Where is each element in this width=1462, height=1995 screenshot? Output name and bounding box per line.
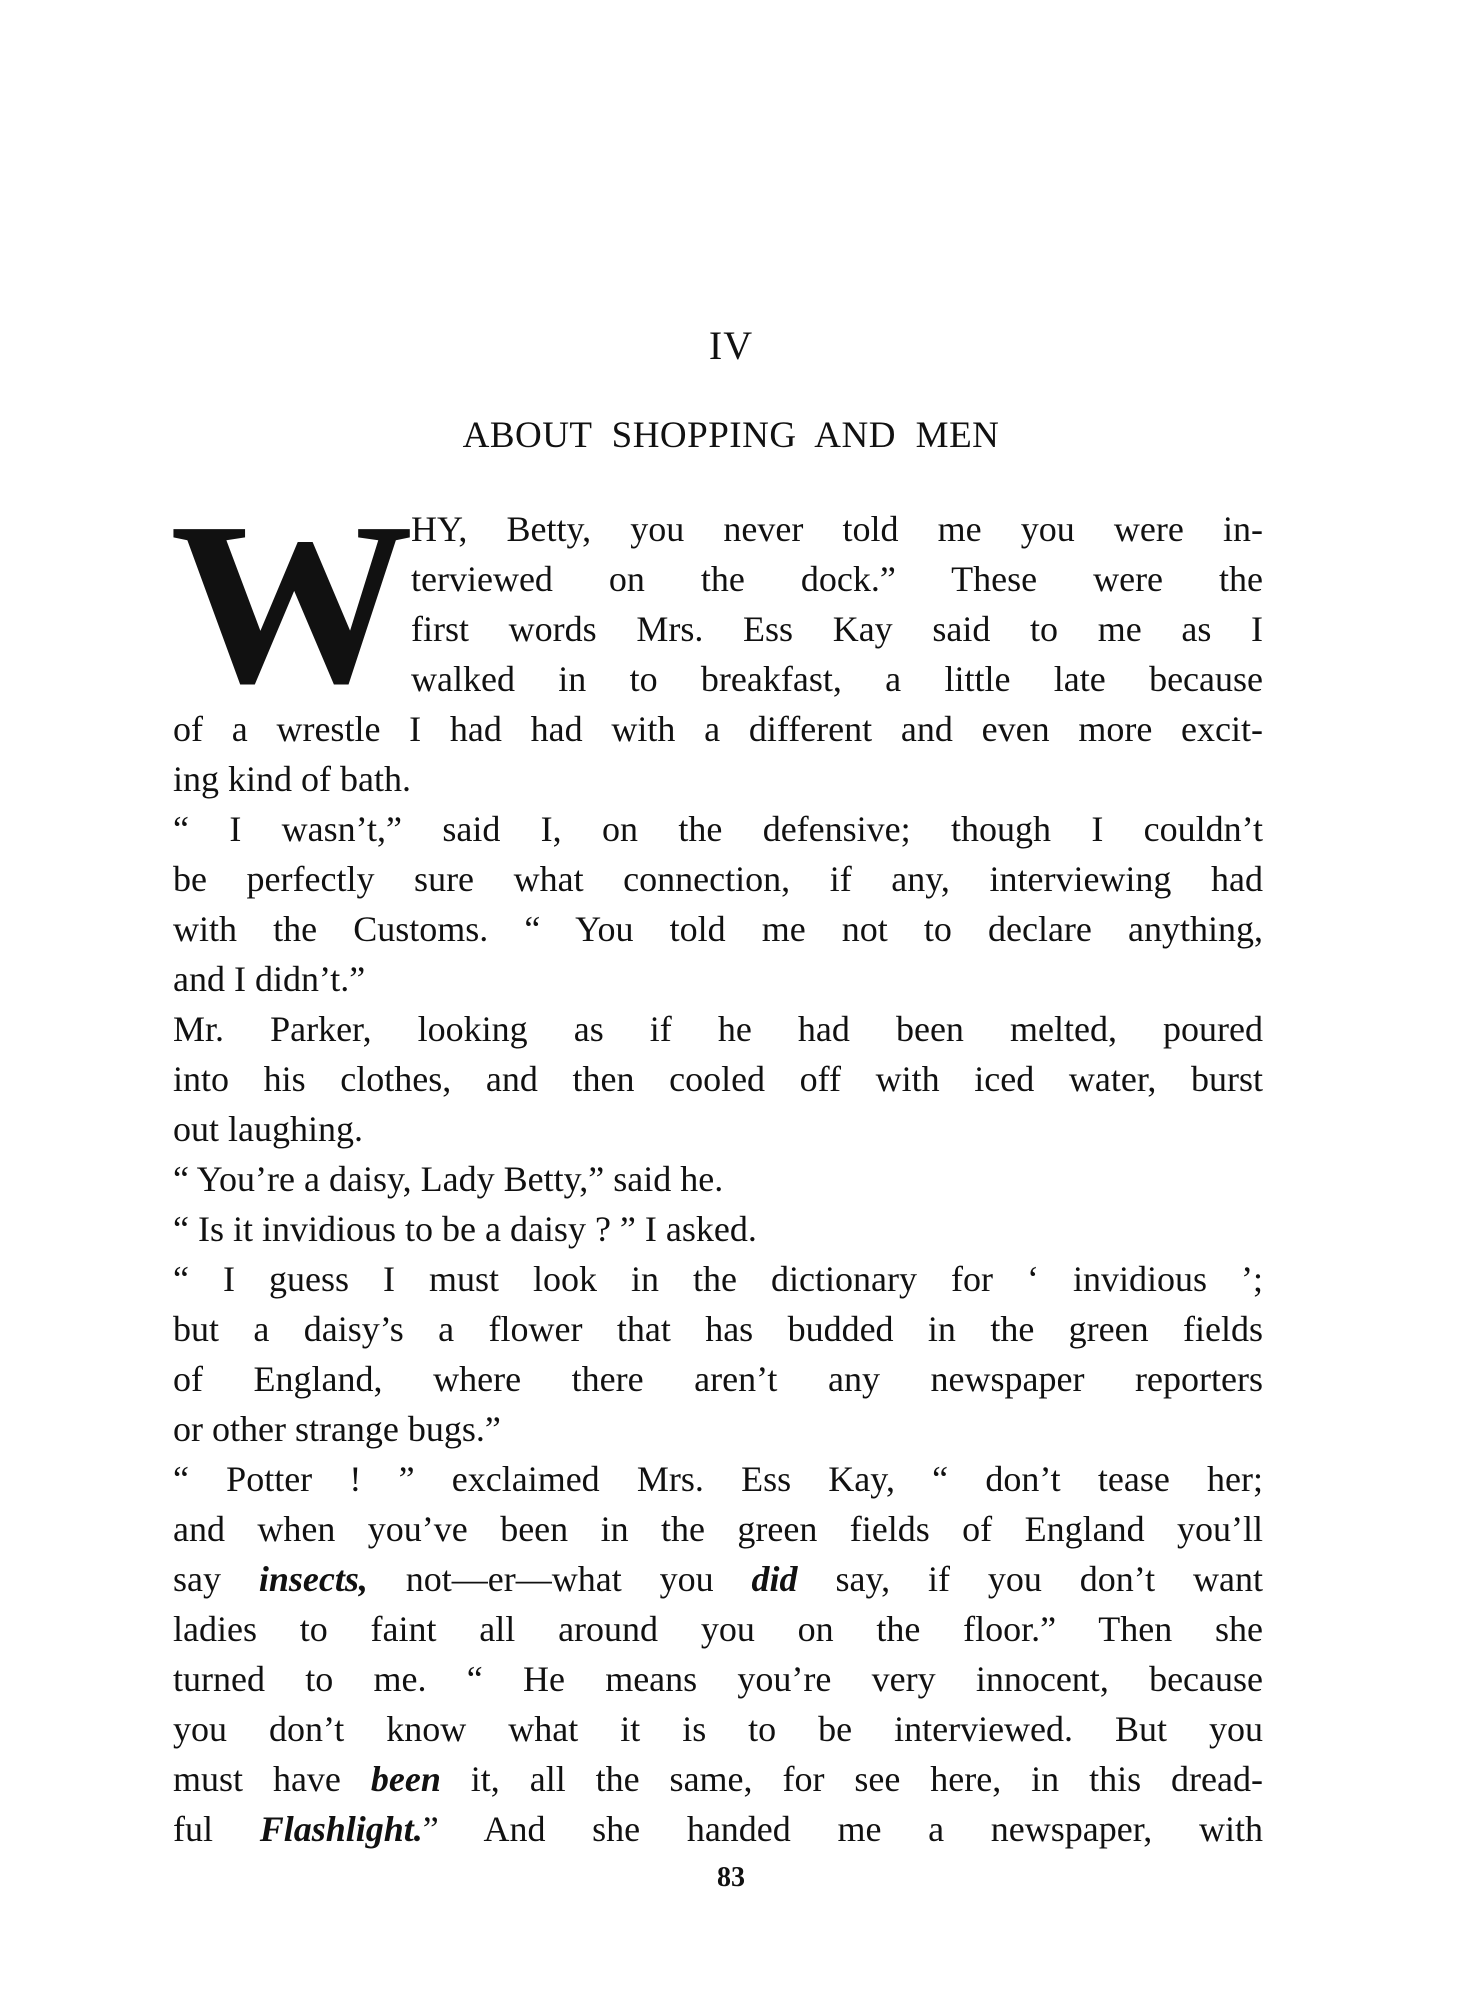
text-segment: you don’t know what it is to be interviewed. But you (173, 1709, 1263, 1749)
text-line (173, 904, 1263, 954)
text-segment: be perfectly sure what connection, if any, interviewing had (173, 859, 1263, 899)
text-segment: Mr. Parker, looking as if he had been melted, poured (173, 1009, 1263, 1049)
text-segment: out laughing. (173, 1109, 363, 1149)
text-line (173, 1004, 1263, 1054)
text-line (173, 1454, 1263, 1504)
italic-text: been (370, 1759, 441, 1799)
text-segment: it, all the same, for see here, in this dread- (440, 1759, 1263, 1799)
text-segment: “ I guess I must look in the dictionary for ‘ invidious ’; (173, 1259, 1263, 1299)
text-line (173, 1754, 1263, 1804)
text-line (173, 1404, 1263, 1454)
text-segment: ing kind of bath. (173, 759, 411, 799)
text-segment: of a wrestle I had had with a different and even more excit- (173, 709, 1263, 749)
text-line (173, 954, 1263, 1004)
text-segment: walked in to breakfast, a little late because (411, 659, 1263, 699)
text-segment: of England, where there aren’t any newspaper reporters (173, 1359, 1263, 1399)
italic-text: did (751, 1559, 798, 1599)
text-segment: but a daisy’s a flower that has budded in the green fields (173, 1309, 1263, 1349)
chapter-number: IV (708, 323, 754, 368)
text-segment: “ Is it invidious to be a daisy ? ” I asked. (173, 1209, 757, 1249)
text-line (411, 504, 1263, 554)
text-line (173, 804, 1263, 854)
text-line (411, 654, 1263, 704)
text-line (173, 754, 1263, 804)
text-segment: “ You’re a daisy, Lady Betty,” said he. (173, 1159, 724, 1199)
text-segment: not—er—what you (367, 1559, 752, 1599)
body-text (173, 504, 1263, 1854)
text-segment: terviewed on the dock.” These were the (411, 559, 1263, 599)
text-line (173, 1104, 1263, 1154)
text-line (173, 1654, 1263, 1704)
text-segment: “ I wasn’t,” said I, on the defensive; though I couldn’t (173, 809, 1263, 849)
text-segment: HY, Betty, you never told me you were in- (411, 509, 1263, 549)
text-segment: “ Potter ! ” exclaimed Mrs. Ess Kay, “ don’t tease her; (173, 1459, 1263, 1499)
text-line (173, 854, 1263, 904)
text-segment: or other strange bugs.” (173, 1409, 501, 1449)
text-segment: and when you’ve been in the green fields of England you’ll (173, 1509, 1263, 1549)
text-segment: with the Customs. “ You told me not to declare anything, (173, 909, 1263, 949)
text-line (173, 1604, 1263, 1654)
text-segment: ladies to faint all around you on the floor.” Then she (173, 1609, 1263, 1649)
text-line (173, 1204, 1263, 1254)
text-line (173, 704, 1263, 754)
text-line (173, 1554, 1263, 1604)
text-line (173, 1354, 1263, 1404)
page-number: 83 (717, 1862, 745, 1893)
text-line (411, 554, 1263, 604)
text-line (173, 1704, 1263, 1754)
italic-text: Flashlight. (259, 1809, 423, 1849)
text-segment: say, if you don’t want (797, 1559, 1263, 1599)
text-line (411, 604, 1263, 654)
italic-text: insects, (258, 1559, 368, 1599)
drop-cap: W (170, 475, 414, 732)
text-segment: turned to me. “ He means you’re very innocent, because (173, 1659, 1263, 1699)
text-segment: and I didn’t.” (173, 959, 366, 999)
text-line (173, 1304, 1263, 1354)
chapter-title: ABOUT SHOPPING AND MEN (462, 415, 1000, 456)
text-segment: say (173, 1559, 259, 1599)
text-segment: first words Mrs. Ess Kay said to me as I (411, 609, 1263, 649)
text-segment: into his clothes, and then cooled off with iced water, burst (173, 1059, 1263, 1099)
text-line (173, 1254, 1263, 1304)
text-segment: ful (173, 1809, 260, 1849)
text-line (173, 1804, 1263, 1854)
text-line (173, 1504, 1263, 1554)
text-line (173, 1154, 1263, 1204)
text-segment: must have (173, 1759, 371, 1799)
text-line (173, 1054, 1263, 1104)
text-segment: ” And she handed me a newspaper, with (422, 1809, 1263, 1849)
